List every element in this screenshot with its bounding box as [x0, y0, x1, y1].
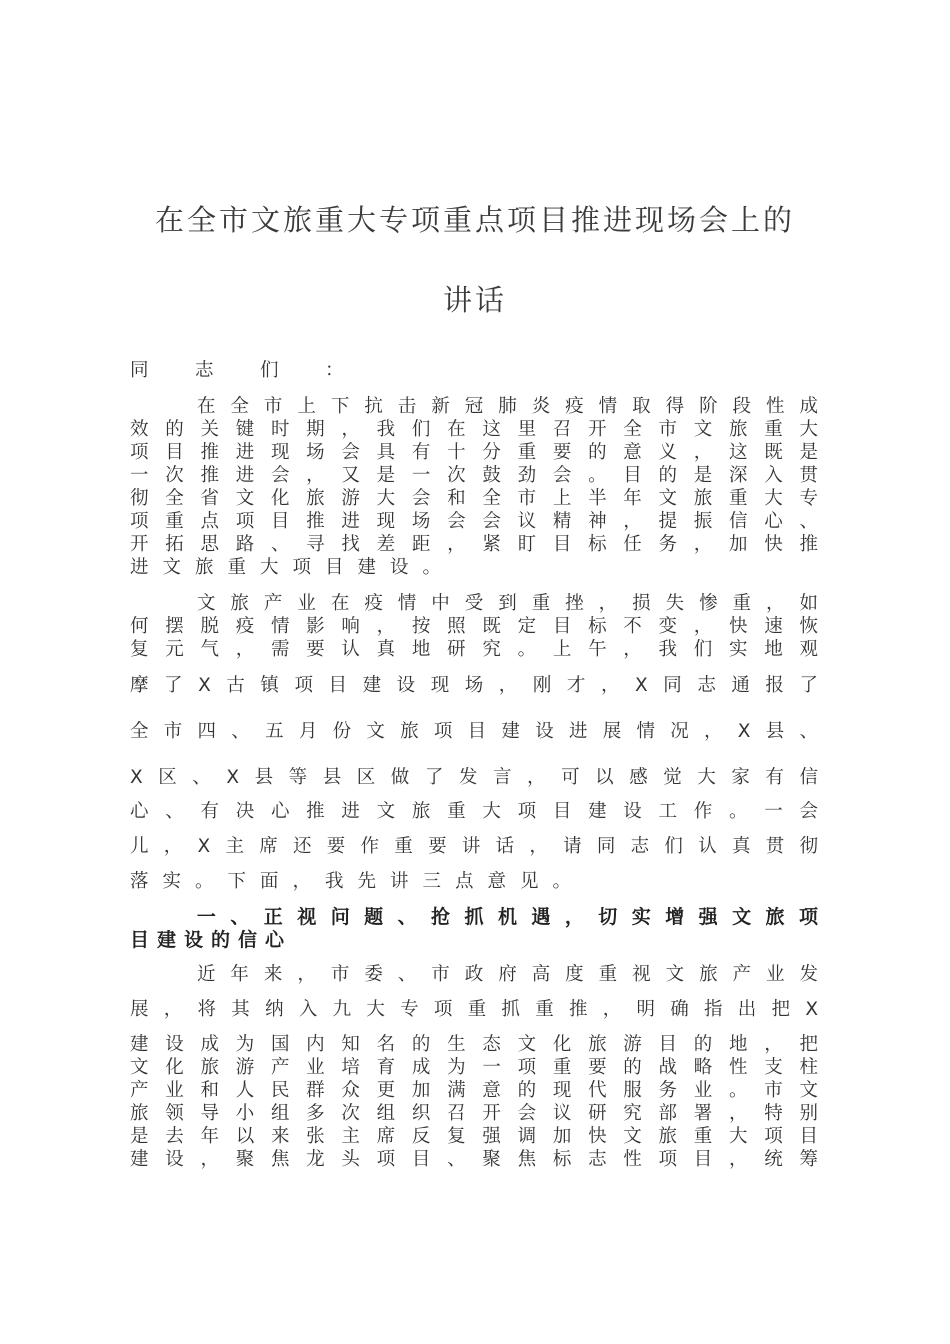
- body-line: 建设，聚焦龙头项目、聚焦标志性项目，统筹: [130, 1149, 818, 1170]
- body-line: 开拓思路、寻找差距，紧盯目标任务，加快推: [130, 534, 818, 555]
- section-heading: 一、正视问题、抢抓机遇，切实增强文旅项: [130, 906, 818, 928]
- body-line: 近年来，市委、市政府高度重视文旅产业发: [130, 964, 818, 985]
- title-line-2: 讲话: [442, 283, 507, 317]
- section-heading: 目建设的信心: [130, 929, 293, 951]
- body-line: 何摆脱疫情影响，按照既定目标不变，快速恢: [130, 616, 818, 637]
- body-line: 是去年以来张主席反复强调加快文旅重大项目: [130, 1126, 818, 1147]
- body-line: 全市四、五月份文旅项目建设进展情况，X县、: [130, 721, 818, 742]
- body-line: 文旅产业在疫情中受到重挫，损失惨重，如: [130, 593, 818, 614]
- body-line: 效的关键时期，我们在这里召开全市文旅重大: [130, 419, 818, 440]
- body-line: 彻全省文化旅游大会和全市上半年文旅重大专: [130, 488, 818, 509]
- body-line: 一次推进会，又是一次鼓劲会。目的是深入贯: [130, 465, 818, 486]
- body-line: 项目推进现场会具有十分重要的意义，这既是: [130, 442, 818, 463]
- body-line: 文化旅游产业培育成为一项重要的战略性支柱: [130, 1057, 818, 1078]
- body-line: 摩了X古镇项目建设现场，刚才，X同志通报了: [130, 675, 818, 696]
- body-line: 落实。下面，我先讲三点意见。: [130, 871, 586, 892]
- body-line: 复元气，需要认真地研究。上午，我们实地观: [130, 639, 818, 660]
- body-line: 儿，X主席还要作重要讲话，请同志们认真贯彻: [130, 836, 818, 857]
- body-line: 建设成为国内知名的生态文化旅游目的地，把: [130, 1034, 818, 1055]
- body-line: 展，将其纳入九大专项重抓重推，明确指出把X: [130, 999, 818, 1020]
- salutation: 同 志 们 ：: [130, 360, 358, 381]
- body-line: 进文旅重大项目建设。: [130, 557, 456, 578]
- body-line: 项重点项目推进现场会会议精神，提振信心、: [130, 511, 818, 532]
- body-line: 产业和人民群众更加满意的现代服务业。市文: [130, 1080, 818, 1101]
- body-line: X区、X县等县区做了发言，可以感觉大家有信: [130, 767, 818, 788]
- body-line: 心、有决心推进文旅重大项目建设工作。一会: [130, 801, 818, 822]
- body-line: 旅领导小组多次组织召开会议研究部署，特别: [130, 1103, 818, 1124]
- body-line: 在全市上下抗击新冠肺炎疫情取得阶段性成: [130, 396, 818, 417]
- title-line-1: 在全市文旅重大专项重点项目推进现场会上的: [154, 203, 795, 237]
